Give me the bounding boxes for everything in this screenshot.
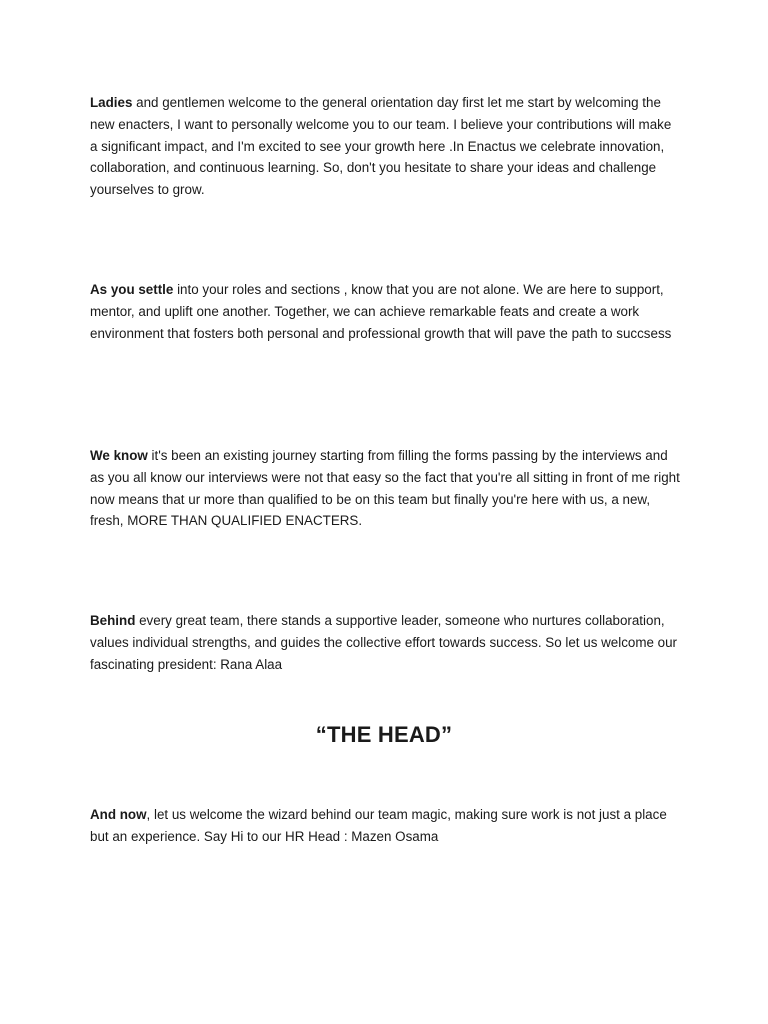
paragraph-hr-head	[90, 804, 680, 848]
paragraph-journey	[90, 445, 680, 532]
paragraph-body: every great team, there stands a supportive leader, someone who nurtures collaboration, values individual strengths, and guides the collective effort towards success. So let us welcome our fascinating president: Rana Alaa	[90, 613, 678, 672]
paragraph-president	[90, 610, 680, 675]
paragraph-lead: Behind	[90, 613, 136, 628]
paragraph-lead: And now	[90, 807, 147, 822]
paragraph-body: into your roles and sections , know that you are not alone. We are here to support, mentor, and uplift one another. Together, we can achieve remarkable feats and create a work environment that fosters both personal and professional growth that will pave the path to succsess	[90, 282, 672, 341]
paragraph-lead: We know	[90, 448, 148, 463]
paragraph-body: , let us welcome the wizard behind our team magic, making sure work is not just a place but an experience. Say Hi to our HR Head : Mazen Osama	[90, 807, 667, 844]
paragraph-lead: As you settle	[90, 282, 174, 297]
section-heading: “THE HEAD”	[315, 722, 453, 747]
paragraph-welcome	[90, 92, 680, 201]
paragraph-body: it's been an existing journey starting from filling the forms passing by the interviews and as you all know our interviews were not that easy so the fact that you're all sitting in front of me right now means that ur more than qualified to be on this team but finally you're here with us, a new, fresh, MORE THAN QUALIFIED ENACTERS.	[90, 448, 680, 529]
paragraph-lead: Ladies	[90, 95, 133, 110]
paragraph-body: and gentlemen welcome to the general orientation day first let me start by welcoming the new enacters, I want to personally welcome you to our team. I believe your contributions will make a significant impact, and I'm excited to see your growth here .In Enactus we celebrate innovation, collaboration, and continuous learning. So, don't you hesitate to share your ideas and challenge yourselves to grow.	[90, 95, 672, 198]
paragraph-settle	[90, 279, 680, 344]
